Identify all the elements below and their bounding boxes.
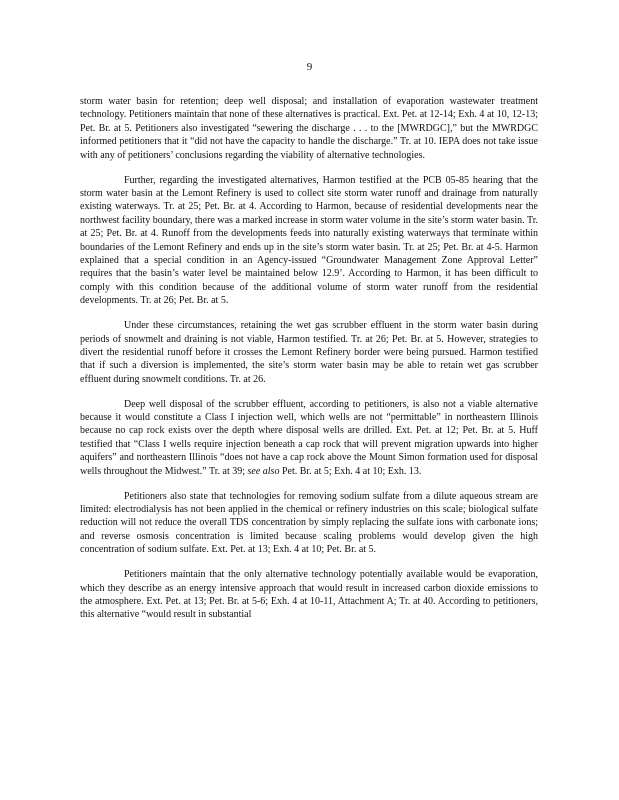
paragraph-deep-well-disposal — [80, 398, 538, 478]
paragraph-evaporation: Petitioners maintain that the only alternative technology potentially available would be evaporation, which they describe as an energy intensive approach that would result in increased carbon dioxide emissions to the atmosphere. Ext. Pet. at 13; Pet. Br. at 5-6; Exh. 4 at 10-11, Attachment A; Tr. at 40. According to petitioners, this alternative “would result in substantial — [80, 569, 538, 621]
paragraph-sodium-sulfate: Petitioners also state that technologies for removing sodium sulfate from a dilute aqueous stream are limited: electrodialysis has not been applied in the chemical or refinery industries on this scale; biological sulfate reduction will not reduce the overall TDS concentration by simply replacing the sulfate ions with carbonate ions; and reverse osmosis concentration is limited because scaling problems would develop given the high concentration of sodium sulfate. Ext. Pet. at 13; Exh. 4 at 10; Pet. Br. at 5. — [80, 490, 538, 556]
paragraph-scrubber-retention: Under these circumstances, retaining the wet gas scrubber effluent in the storm water basin during periods of snowmelt and draining is not viable, Harmon testified. Tr. at 26; Pet. Br. at 5. However, strategies to divert the residential runoff before it crosses the Lemont Refinery border were being pursued. Harmon testified that if such a diversion is implemented, the site’s storm water basin may be able to retain wet gas scrubber effluent during snowmelt conditions. Tr. at 26. — [80, 320, 538, 385]
page-number: 9 — [306, 61, 313, 73]
signal-see-also: see also — [247, 465, 280, 477]
body-text — [80, 95, 538, 633]
paragraph-text-part: Deep well disposal of the scrubber effluent, according to petitioners, is also not a viable alternative because it would constitute a Class I injection well, which wells are not “permittable” in northeastern Illinois because no cap rock exists over the depth where disposal wells are drilled. Ext. Pet. at 12; Pet. Br. at 5. Huff testified that “Class I wells require injection beneath a cap rock that will prevent migration upwards into higher aquifers” and northeastern Illinois “does not have a cap rock above the Mount Simon formation used for disposal wells throughout the Midwest.” Tr. at 39; — [80, 398, 538, 477]
paragraph-text-part: Pet. Br. at 5; Exh. 4 at 10; Exh. 13. — [279, 465, 422, 477]
paragraph-harmon-storm-water: Further, regarding the investigated alternatives, Harmon testified at the PCB 05-85 hearing that the storm water basin at the Lemont Refinery is used to collect site storm water runoff and drainage from naturally existing waterways. Tr. at 25; Pet. Br. at 4. According to Harmon, because of residential developments near the northwest facility boundary, there was a marked increase in storm water volume in the site’s storm water basin. Tr. at 25; Pet. Br. at 4. Runoff from the developments feeds into naturally existing waterways that terminate within boundaries of the Lemont Refinery and ends up in the site’s storm water basin. Tr. at 25; Pet. Br. at 4-5. Harmon explained that a special condition in an Agency-issued “Groundwater Management Zone Approval Letter” requires that the basin’s water level be maintained below 12.9’. According to Harmon, it has been difficult to comply with this condition because of the additional volume of storm water runoff from the residential developments. Tr. at 26; Pet. Br. at 5. — [80, 174, 538, 307]
paragraph-continuation: storm water basin for retention; deep well disposal; and installation of evaporation wastewater treatment technology. Petitioners maintain that none of these alternatives is practical. Ext. Pet. at 12-14; Exh. 4 at 10, 12-13; Pet. Br. at 5. Petitioners also investigated “sewering the discharge . . . to the [MWRDGC],” but the MWRDGC informed petitioners that it “did not have the capacity to handle the discharge.” Tr. at 10. IEPA does not take issue with any of petitioners’ conclusions regarding the viability of alternative technologies. — [80, 96, 538, 161]
